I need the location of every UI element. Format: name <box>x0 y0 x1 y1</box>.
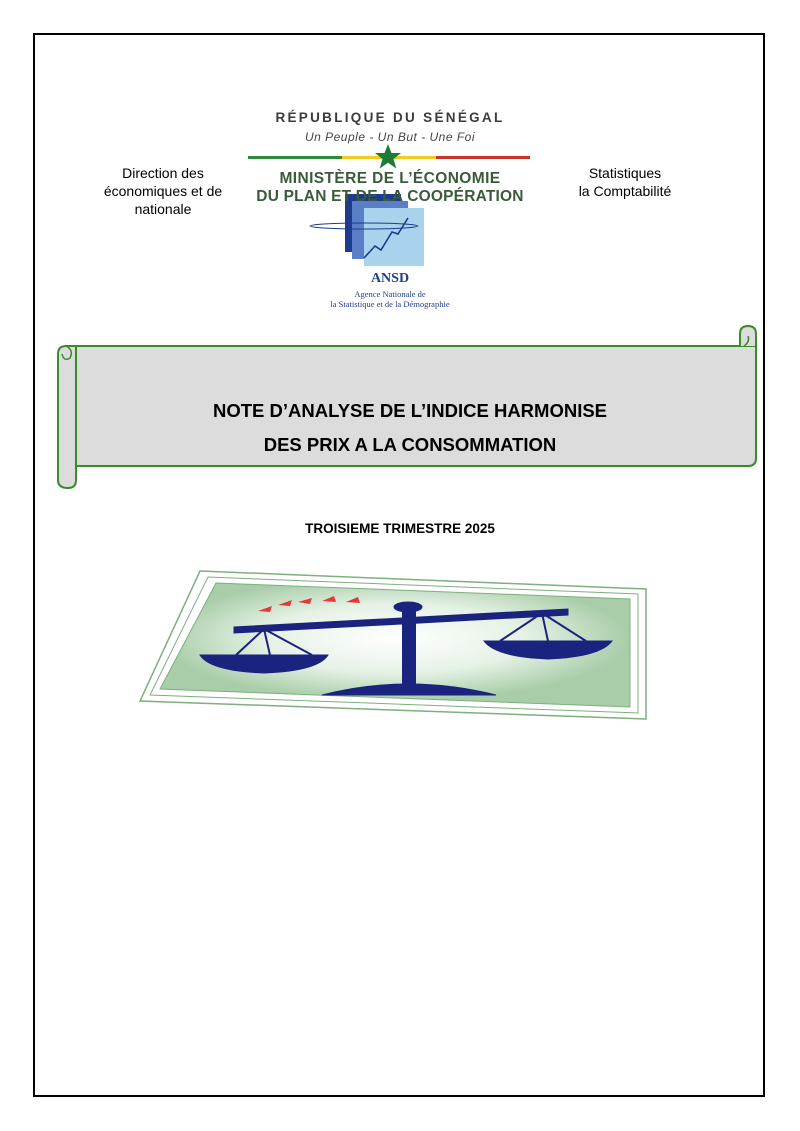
agency-full-name-line: Agence Nationale de <box>354 289 426 299</box>
header-left-line: économiques et de <box>103 183 223 199</box>
scroll-curl-left <box>58 346 76 488</box>
header-left-line: Direction des <box>122 165 204 181</box>
document-title-line1: NOTE D’ANALYSE DE L’INDICE HARMONISE <box>212 400 608 421</box>
agency-full-name-line: la Statistique et de la Démographie <box>330 299 450 309</box>
republic-name: RÉPUBLIQUE DU SÉNÉGAL <box>275 110 505 125</box>
flag-red-band <box>436 156 530 159</box>
report-period: TROISIEME TRIMESTRE 2025 <box>305 521 495 536</box>
header-left-line: nationale <box>134 201 192 217</box>
agency-full-name <box>300 289 480 309</box>
ministry-name-line1: MINISTÈRE DE L’ÉCONOMIE <box>279 170 501 187</box>
ministry-logo <box>240 108 540 318</box>
header-right-line: la Comptabilité <box>578 183 672 199</box>
flag-green-band <box>248 156 342 159</box>
balance-scale-illustration <box>138 565 654 721</box>
ansd-graphic-light-square <box>364 208 424 266</box>
ministry-name-line2: DU PLAN ET DE LA COOPÉRATION <box>256 188 524 205</box>
header-right-text <box>560 164 690 200</box>
agency-acronym: ANSD <box>370 271 410 286</box>
header-left-text <box>88 164 238 218</box>
document-title-line2: DES PRIX A LA CONSOMMATION <box>263 434 557 455</box>
header-right-line: Statistiques <box>588 165 662 181</box>
national-motto: Un Peuple - Un But - Une Foi <box>304 130 476 144</box>
scale-pillar <box>402 611 416 687</box>
scale-knob <box>394 602 422 612</box>
